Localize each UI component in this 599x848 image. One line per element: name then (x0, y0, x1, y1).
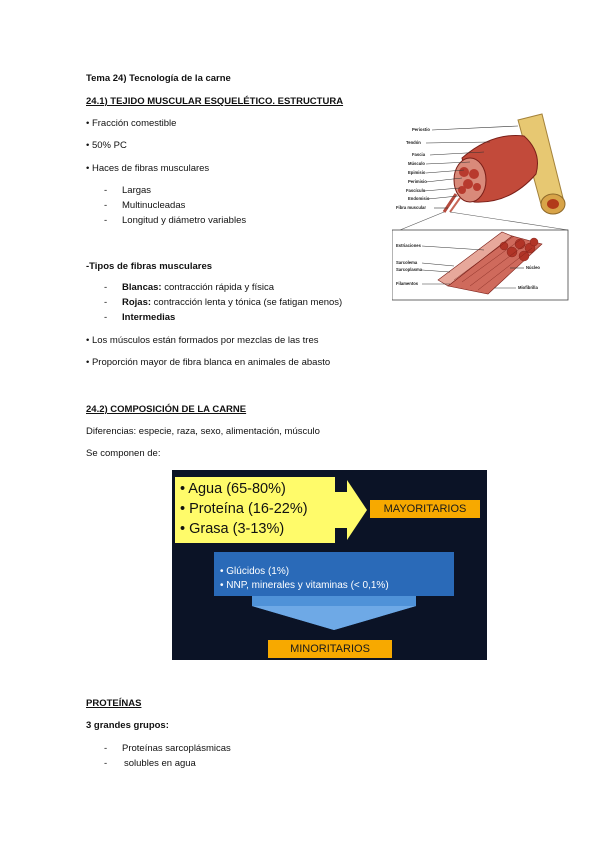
fiber-type-label: Blancas: (122, 282, 162, 293)
fiber-type-label: Rojas: (122, 297, 152, 308)
label-miofibrilla: Miofibrilla (518, 285, 538, 290)
muscle-structure-figure (392, 112, 570, 302)
label-epimisio: Epimisio (408, 170, 426, 175)
section2-line: Diferencias: especie, raza, sexo, alimentación, músculo (86, 426, 320, 437)
dash-marker: - (104, 185, 108, 196)
major-item: • Grasa (3-13%) (180, 521, 285, 537)
dash-marker: - (104, 297, 108, 308)
major-item: • Agua (65-80%) (180, 481, 286, 497)
page-heading: Tema 24) Tecnología de la carne (86, 73, 231, 84)
fiber-type-item (122, 312, 175, 324)
fiber-type-text: contracción rápida y física (161, 282, 275, 293)
dash-marker: - (104, 282, 108, 293)
section1-title: 24.1) TEJIDO MUSCULAR ESQUELÉTICO. ESTRUCTURA (86, 96, 344, 107)
major-item: • Proteína (16-22%) (180, 501, 308, 517)
dash-marker: - (104, 312, 108, 323)
bullet-item: • Proporción mayor de fibra blanca en animales de abasto (86, 357, 331, 368)
bullet-item: • 50% PC (86, 140, 127, 151)
label-perimisio: Perimisio (408, 179, 427, 184)
fiber-type-item (122, 297, 342, 309)
minor-item: • NNP, minerales y vitaminas (< 0,1%) (220, 580, 389, 591)
section2-line: Se componen de: (86, 448, 161, 459)
sub-item: Multinucleadas (122, 200, 186, 211)
label-tendon: Tendón (406, 140, 421, 145)
sub-item: Largas (122, 185, 152, 196)
dash-marker: - (104, 215, 108, 226)
minor-label: MINORITARIOS (268, 640, 392, 658)
label-periostio: Periostio (412, 127, 430, 132)
label-nucleo: Núcleo (526, 265, 540, 270)
section3-subtitle: 3 grandes grupos: (86, 720, 169, 731)
label-sarcolema: Sarcolema (396, 260, 418, 265)
section2-title: 24.2) COMPOSICIÓN DE LA CARNE (86, 404, 247, 415)
fiber-type-label: Intermedias (122, 312, 176, 323)
label-sarcoplasma: Sarcoplasma (396, 267, 423, 272)
minor-item: • Glúcidos (1%) (220, 566, 290, 577)
dash-marker: - (104, 200, 108, 211)
protein-item: Proteínas sarcoplásmicas (122, 743, 231, 754)
bullet-item: • Fracción comestible (86, 118, 177, 129)
fiber-type-text: contracción lenta y tónica (se fatigan menos) (151, 297, 343, 308)
fiber-type-item (122, 282, 274, 294)
composition-figure (172, 470, 487, 660)
label-musculo: Músculo (408, 161, 425, 166)
bullet-item: • Haces de fibras musculares (86, 163, 210, 174)
dash-marker: - (104, 743, 108, 754)
sub-item: Longitud y diámetro variables (122, 215, 247, 226)
protein-item: solubles en agua (124, 758, 196, 769)
label-fascia: Fascia (412, 152, 426, 157)
fiber-types-title: -Tipos de fibras musculares (86, 261, 213, 272)
bullet-item: • Los músculos están formados por mezclas de las tres (86, 335, 319, 346)
major-label: MAYORITARIOS (370, 500, 480, 518)
label-fasciculo: Fascículo (406, 188, 426, 193)
label-fibra: Fibra muscular (396, 205, 427, 210)
section3-title: PROTEÍNAS (86, 698, 142, 709)
dash-marker: - (104, 758, 108, 769)
label-filamentos: Filamentos (396, 281, 419, 286)
label-estriaciones: Estriaciones (396, 243, 421, 248)
label-endomisio: Endomisio (408, 196, 430, 201)
muscle-illustration (392, 112, 570, 302)
